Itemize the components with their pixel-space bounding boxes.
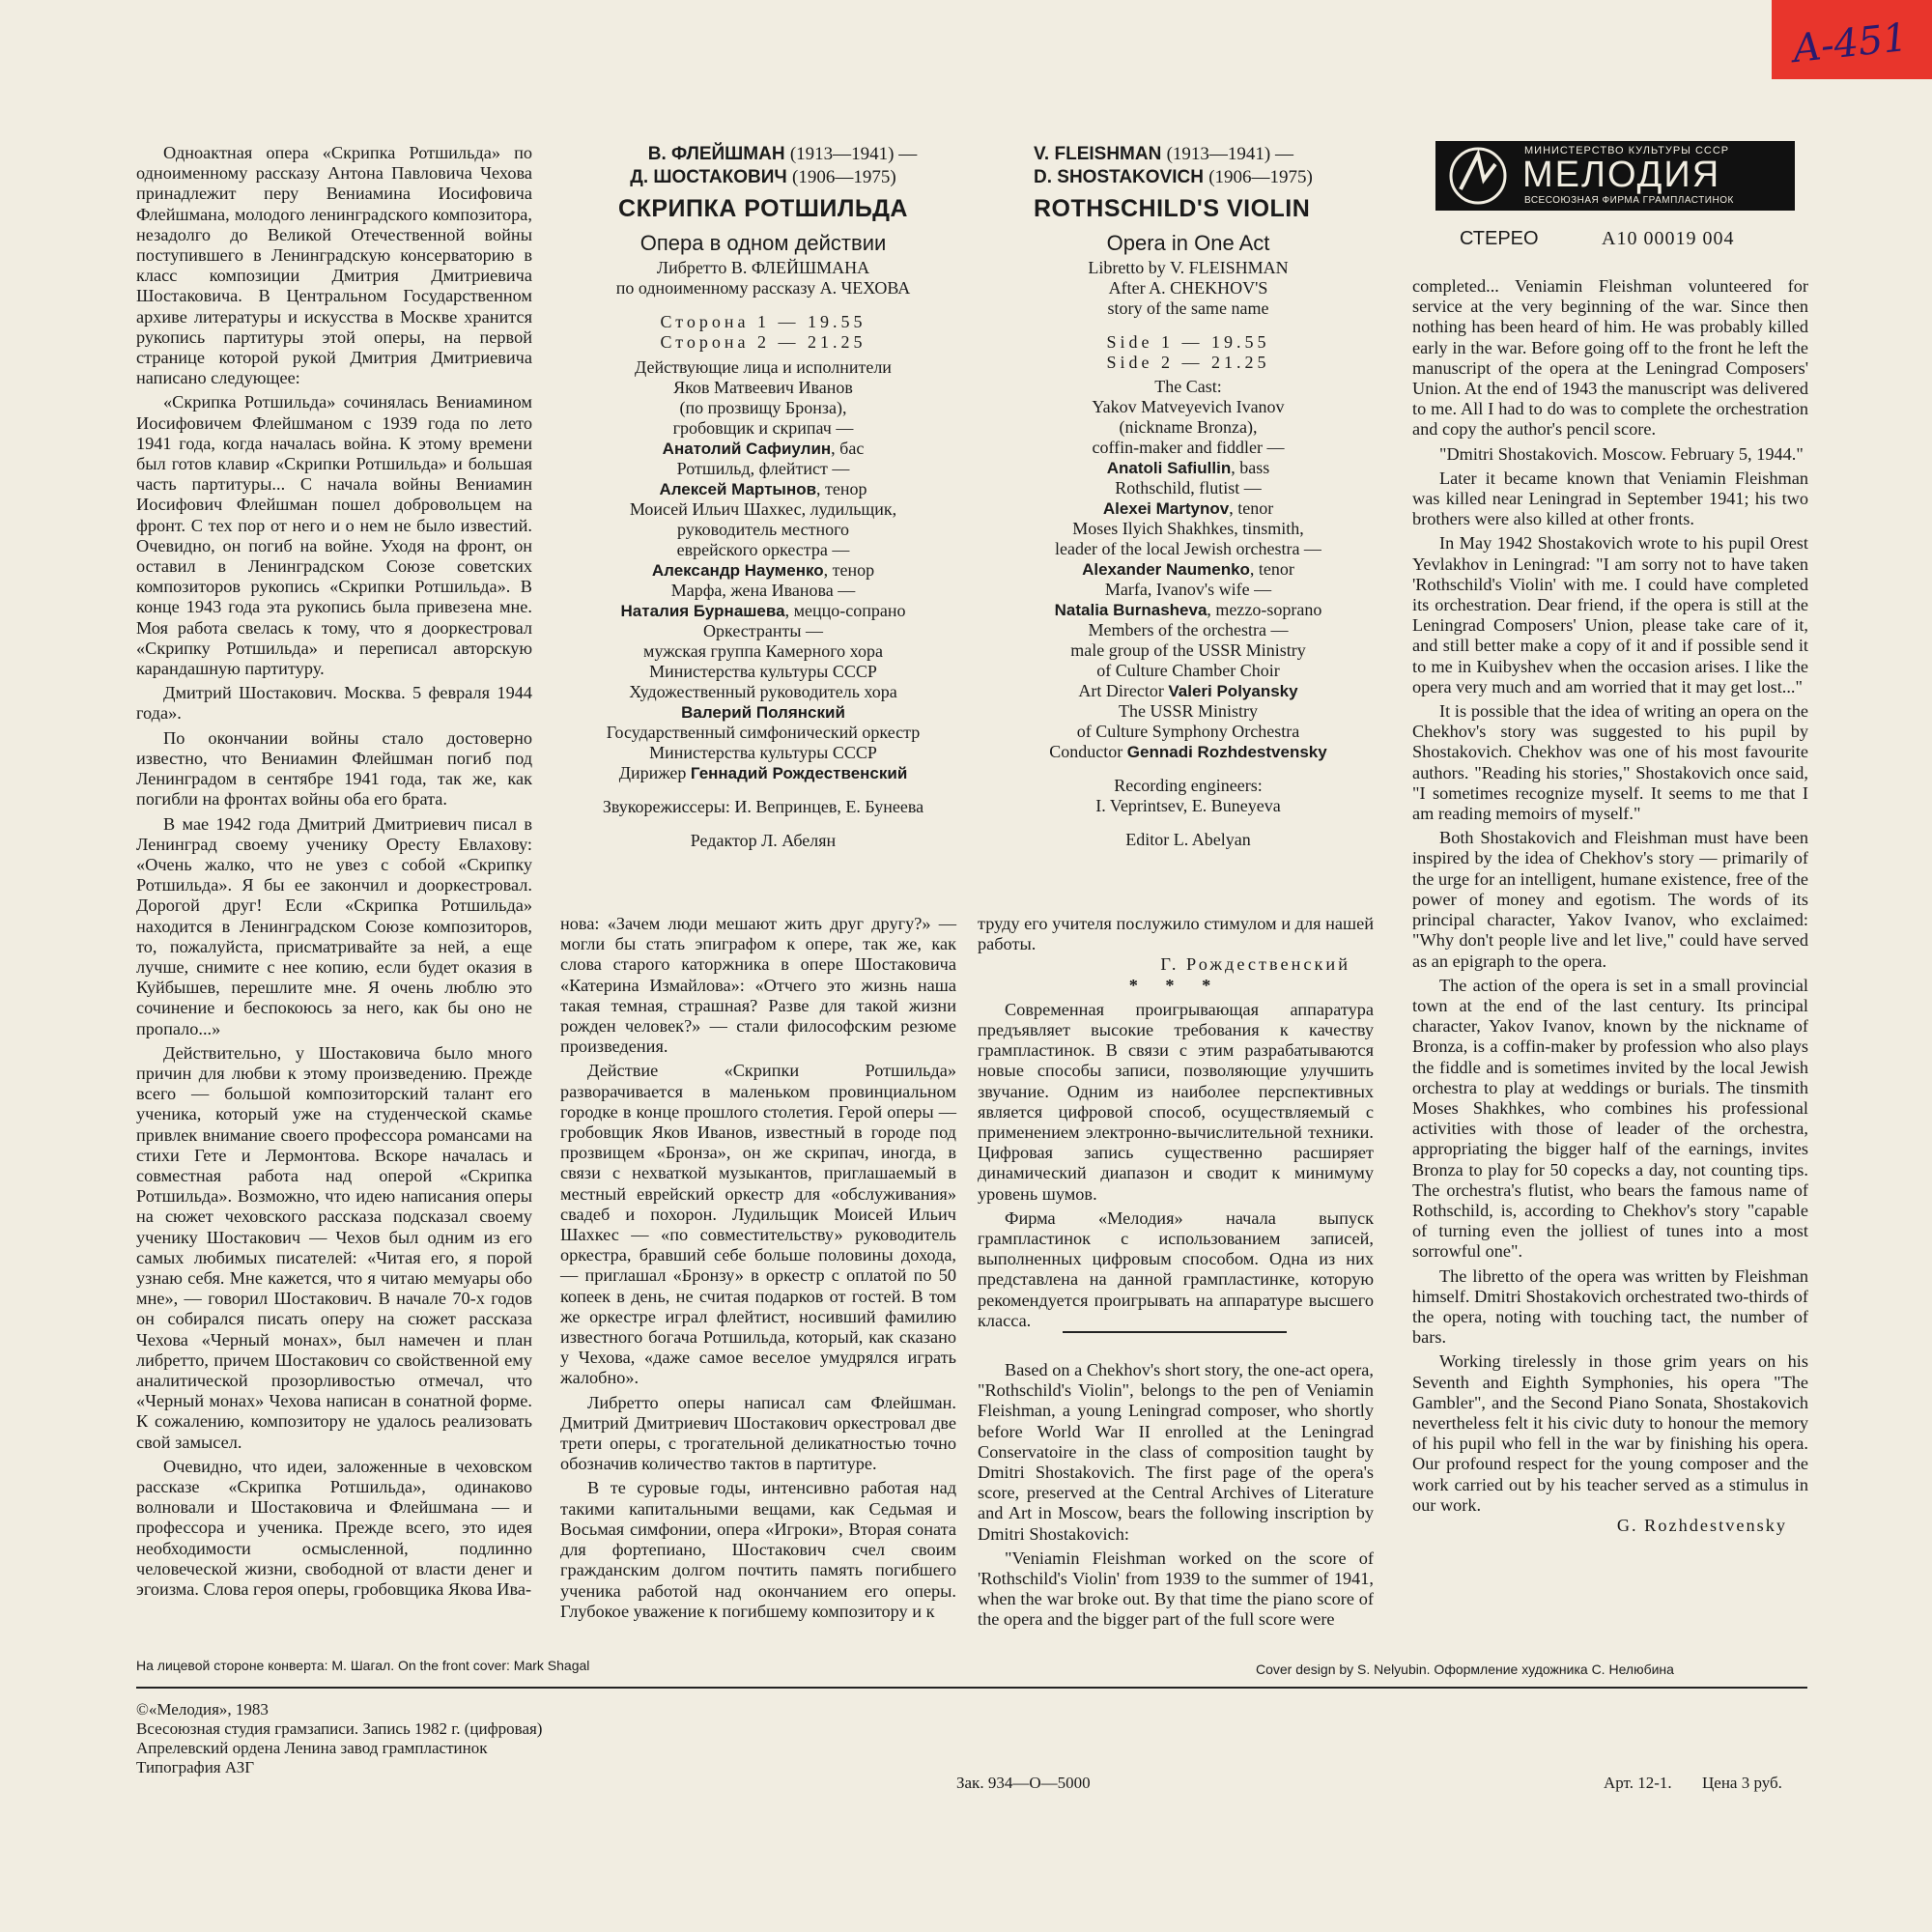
- cast-line: of Culture Chamber Choir: [1096, 661, 1280, 680]
- en-composer-2: D. SHOSTAKOVICH (1906—1975): [1034, 167, 1313, 187]
- paragraph: It is possible that the idea of writing an opera on the Chekhov's story was suggested to his pupil by Shostakovich. Chekhov was one of his most favourite authors. "Reading his stories," Shostakovich once said, "I sometimes recognize myself. It seems to me that I am reading memoirs of myself.": [1412, 701, 1808, 824]
- cast-line: Министерства культуры СССР: [649, 662, 877, 681]
- sticker-label: A-451: [1790, 14, 1910, 72]
- cast-line: Александр Науменко, тенор: [651, 560, 875, 580]
- paragraph: The libretto of the opera was written by Fleishman himself. Dmitri Shostakovich orchestrated two-thirds of the opera, noting with touching tact, the number of bars.: [1412, 1265, 1808, 1348]
- en-engineers: I. Veprintsev, E. Buneyeva: [1095, 796, 1281, 815]
- ru-after: по одноименному рассказу А. ЧЕХОВА: [615, 278, 911, 298]
- cast-line: Members of the orchestra —: [1088, 620, 1289, 639]
- cast-line: Art Director Valeri Polyansky: [1078, 681, 1298, 700]
- cast-line: еврейского оркестра —: [676, 540, 850, 559]
- front-cover-credit: На лицевой стороне конверта: М. Шагал. On the front cover: Mark Shagal: [136, 1658, 590, 1673]
- paragraph: completed... Veniamin Fleishman volunteered for service at the very beginning of the war. Since then nothing has been heard of him. He was probably killed early in the war. Before going off to the front he left the manuscript of the opera at the Leningrad Composers' Union. At the end of 1943 the manuscript was delivered to me. All I had to do was to complete the orchestration and copy the author's pencil score.: [1412, 276, 1808, 440]
- copyright: ©«Мелодия», 1983: [136, 1700, 269, 1719]
- ru-composer-1: В. ФЛЕЙШМАН (1913—1941) —: [647, 144, 918, 164]
- en-composer-1: V. FLEISHMAN (1913—1941) —: [1034, 144, 1294, 164]
- paragraph: «Скрипка Ротшильда» сочинялась Вениамином Иосифовичем Флейшманом с 1939 года по лето 1941 года, когда началась война. К этому времени был готов клавир «Скрипки Ротшильда» и большая часть партитуры... С начала войны Вениамин Иосифович Флейшман пошел добровольцем на фронт. С тех пор от него и о нем не было известий. Очевидно, он погиб на войне. Уходя на фронт, он оставил в Ленинградском Союзе советских композиторов рукопись «Скрипки Ротшильда». В конце 1943 года эта рукопись была привезена мне. Моя работа свелась к тому, что я дооркестровал «Скрипку Ротшильда» и переписал авторскую карандашную партитуру.: [136, 392, 532, 679]
- paragraph: "Dmitri Shostakovich. Moscow. February 5, 1944.": [1439, 443, 1804, 464]
- ru-engineers: Звукорежиссеры: И. Вепринцев, Е. Бунеева: [602, 797, 924, 816]
- cast-line: coffin-maker and fiddler —: [1092, 438, 1285, 457]
- paragraph: труду его учителя послужило стимулом и для нашей работы.: [978, 914, 1374, 954]
- column-divider: [1063, 1331, 1287, 1333]
- ru-essay-column-2: [560, 914, 956, 1622]
- cast-line: мужская группа Камерного хора: [643, 641, 883, 661]
- logo-ministry: МИНИСТЕРСТВО КУЛЬТУРЫ СССР: [1524, 145, 1730, 156]
- en-subtitle: Opera in One Act: [1106, 231, 1270, 255]
- logo-firm: ВСЕСОЮЗНАЯ ФИРМА ГРАМПЛАСТИНОК: [1524, 195, 1734, 206]
- cover-design-credit: Cover design by S. Nelyubin. Оформление художника С. Нелюбина: [1256, 1662, 1674, 1677]
- en-essay-column-4: [1412, 276, 1808, 1536]
- ru-header: [560, 143, 966, 353]
- cast-line: Художественный руководитель хора: [629, 682, 897, 701]
- cast-line: Действующие лица и исполнители: [635, 357, 892, 377]
- paragraph: Действие «Скрипки Ротшильда» разворачивается в маленьком провинциальном городке в конце прошлого столетия. Герой оперы — гробовщик Яков Иванов, известный в городе под прозвищем «Бронза», он же скрипач, иногда, в связи с нехваткой музыкантов, приглашаемый в местный еврейский оркестр для «обслуживания» свадеб и похорон. Лудильщик Моисей Ильич Шахкес — «по совместительству» руководитель оркестра, бравший себе больше половины дохода, — приглашал «Бронзу» в оркестр с оплатой по 50 копеек в день, не считая подарков от гостей. В том же оркестре играл флейтист, носивший фамилию известного богача Ротшильда, который, как сказано у Чехова, «даже самое веселое умудрялся играть жалобно».: [560, 1061, 956, 1388]
- ru-signature: Г. Рождественский: [1160, 954, 1350, 975]
- paragraph: "Veniamin Fleishman worked on the score of 'Rothschild's Violin' from 1939 to the summer of 1941, when the war broke out. By that time the piano score of the opera and the bigger part of the full score were: [978, 1548, 1374, 1630]
- cast-line: The USSR Ministry: [1118, 701, 1259, 721]
- en-side-2: Side 2 — 21.25: [1106, 353, 1270, 372]
- cast-line: Министерства культуры СССР: [649, 743, 877, 762]
- ru-editor: Редактор Л. Абелян: [690, 831, 837, 850]
- cast-line: Moses Ilyich Shakhkes, tinsmith,: [1072, 519, 1304, 538]
- stereo-label: СТЕРЕО: [1460, 228, 1539, 249]
- cast-line: of Culture Symphony Orchestra: [1076, 722, 1300, 741]
- cast-line: leader of the local Jewish orchestra —: [1055, 539, 1321, 558]
- en-after: After A. CHEKHOV'S: [1108, 278, 1268, 298]
- paragraph: Дмитрий Шостакович. Москва. 5 февраля 1944 года».: [136, 683, 532, 724]
- cast-line: Marfa, Ivanov's wife —: [1104, 580, 1272, 599]
- cast-line: The Cast:: [1154, 377, 1222, 396]
- paragraph: Фирма «Мелодия» начала выпуск грампластинок с использованием записей, выполненных цифровым способом. Одна из них представлена на данной грампластинке, которую рекомендуется проигрывать на аппаратуре высшего класса.: [978, 1208, 1374, 1330]
- cast-line: Алексей Мартынов, тенор: [659, 479, 867, 498]
- cast-line: Наталия Бурнашева, меццо-сопрано: [620, 601, 906, 620]
- en-editor: Editor L. Abelyan: [1125, 830, 1251, 849]
- ru-side-2: Сторона 2 — 21.25: [660, 332, 867, 352]
- cast-line: Моисей Ильич Шахкес, лудильщик,: [629, 499, 897, 519]
- studio-line: Всесоюзная студия грамзаписи. Запись 1982 г. (цифровая): [136, 1719, 543, 1738]
- en-story: story of the same name: [1107, 298, 1269, 318]
- order-number: Зак. 934—О—5000: [956, 1774, 1091, 1792]
- en-signature: G. Rozhdestvensky: [1616, 1515, 1787, 1535]
- cast-line: Дирижер Геннадий Рождественский: [618, 763, 908, 782]
- en-cast-list: [1005, 377, 1372, 762]
- paragraph: Working tirelessly in those grim years on his Seventh and Eighth Symphonies, his opera "The Gambler", and the Second Piano Sonata, Shostakovich nevertheless felt it his civic duty to honour the memory of his pupil who fell in the war by finishing his opera. Our profound respect for the young composer and the work carried out by his teacher served as a stimulus in our work.: [1412, 1351, 1808, 1515]
- cast-line: Анатолий Сафиулин, бас: [662, 439, 865, 458]
- paragraph: В те суровые годы, интенсивно работая над такими капитальными вещами, как Седьмая и Восьмая симфонии, опера «Игроки», Вторая соната для фортепиано, Шостакович счел своим гражданским долгом почтить память погибшего ученика работой над окончанием его оперы. Глубокое уважение к погибшему композитору и к: [560, 1478, 956, 1621]
- ru-essay-column-1: [136, 143, 532, 1600]
- paragraph: The action of the opera is set in a small provincial town at the end of the last century. Its principal character, Yakov Ivanov, known by the nickname of Bronza, is a coffin-maker by profession who also plays the fiddle and is sometimes invited by the local Jewish orchestra to play at weddings or burials. The tinsmith Moses Shakhkes, who combines his professional activities with those of leader of the orchestra, appropriating the bigger half of the earnings, invites Bronza to play for 50 copecks a day, not counting tips. The orchestra's flutist, who bears the famous name of Rothschild, is, according to Chekhov's story "capable of turning even the jolliest of tunes into a most sorrowful one".: [1412, 975, 1808, 1262]
- cast-line: Conductor Gennadi Rozhdestvensky: [1049, 742, 1327, 761]
- melodiya-logo: [1435, 141, 1795, 211]
- paragraph: Later it became known that Veniamin Fleishman was killed near Leningrad in September 1941; his two brothers were also killed at other fronts.: [1412, 468, 1808, 529]
- paragraph: Либретто оперы написал сам Флейшман. Дмитрий Дмитриевич Шостакович оркестровал две трети оперы, с трогательной деликатностью точно обозначив количество тактов в партитуре.: [560, 1392, 956, 1474]
- price: Цена 3 руб.: [1702, 1774, 1782, 1792]
- article-number: Арт. 12-1.: [1604, 1774, 1672, 1792]
- cast-line: Rothschild, flutist —: [1115, 478, 1262, 497]
- paragraph: Both Shostakovich and Fleishman must have been inspired by the idea of Chekhov's story — primarily of the urge for an intelligent, humane existence, free of the power of money and egotism. The words of its principal character, Yakov Ivanov, who exclaimed: "Why don't people live and let live," could have served as an epigraph to the opera.: [1412, 828, 1808, 971]
- paragraph: По окончании войны стало достоверно известно, что Вениамин Флейшман погиб под Ленинградом в сентябре 1941 года, так же, как погибли на фронтах войны оба его брата.: [136, 727, 532, 810]
- paragraph: Современная проигрывающая аппаратура предъявляет высокие требования к качеству грампластинок. В связи с этим разрабатываются новые способы записи, позволяющие улучшить звучание. Одним из наиболее перспективных является цифровой способ, осуществляемый с применением электронно-вычислительной техники. Цифровая запись существенно расширяет динамический диапазон и сводит к минимуму уровень шумов.: [978, 999, 1374, 1204]
- cast-line: Anatoli Safiullin, bass: [1106, 458, 1270, 477]
- paragraph: Одноактная опера «Скрипка Ротшильда» по одноименному рассказу Антона Павловича Чехова принадлежит перу Вениамина Иосифовича Флейшмана, молодого ленинградского композитора, незадолго до Великой Отечественной войны поступившего в Ленинградскую консерваторию в класс композиции Дмитрия Дмитриевича Шостаковича. В Центральном Государственном архиве литературы и искусства в Москве хранится рукопись партитуры этой оперы, на первой странице которой рукой Дмитрия Дмитриевича написано следующее:: [136, 143, 532, 388]
- paragraph: Действительно, у Шостаковича было много причин для любви к этому произведению. Прежде всего — большой композиторский талант его ученика, который уже на студенческой скамье привлек внимание своего профессора романсами на стихи Гете и Лермонтова. Вскоре началась и совместная работа над оперой «Скрипка Ротшильда». Возможно, что идею написания оперы на сюжет чеховского рассказа подсказал своему ученику Шостакович — Чехов был одним из его самых любимых писателей: «Читая его, я порой узнаю себя. Мне кажется, что я читаю мемуары обо мне», — говорил Шостакович. В начале 70-х годов он собирался писать оперу на сюжет рассказа Чехова «Черный монах», был намечен и план либретто, причем Шостакович со свойственной ему аналитической прозорливостью отмечал, что «Черный монах» Чехова написан в сонатной форме. К сожалению, композитору не удалось реализовать свой замысел.: [136, 1042, 532, 1452]
- cast-line: Ротшильд, флейтист —: [676, 459, 850, 478]
- en-header: [1005, 143, 1372, 373]
- ru-essay-column-3: [978, 914, 1374, 1331]
- en-libretto: Libretto by V. FLEISHMAN: [1088, 258, 1289, 277]
- cast-line: (nickname Bronza),: [1119, 417, 1258, 437]
- cast-line: Natalia Burnasheva, mezzo-soprano: [1054, 600, 1322, 619]
- cast-line: руководитель местного: [676, 520, 850, 539]
- paragraph: нова: «Зачем люди мешают жить друг другу?» — могли бы стать эпиграфом к опере, так же, как слова старого каторжника в опере Шостаковича «Катерина Измайлова»: «Отчего это жизнь наша такая темная, страшная? Разве для такой жизни рожден человек?» — стали философским резюме произведения.: [560, 914, 956, 1057]
- ru-cast: [551, 357, 976, 851]
- cast-line: Alexei Martynov, tenor: [1102, 498, 1274, 518]
- printer-line: Типография АЗГ: [136, 1758, 255, 1776]
- ru-side-1: Сторона 1 — 19.55: [660, 312, 867, 331]
- melodiya-emblem-icon: [1441, 141, 1509, 211]
- cast-line: Марфа, жена Иванова —: [670, 581, 856, 600]
- cast-line: Оркестранты —: [703, 621, 823, 640]
- paragraph: Очевидно, что идеи, заложенные в чеховском рассказе «Скрипка Ротшильда», одинаково волновали и Шостаковича и Флейшмана — и профессора и ученика. Прежде всего, это идея необходимости осмысленной, подлинно человеческой жизни, свободной от власти денег и эгоизма. Слова героя оперы, гробовщика Якова Ива-: [136, 1456, 532, 1600]
- ru-libretto: Либретто В. ФЛЕЙШМАНА: [656, 258, 870, 277]
- en-engineers-label: Recording engineers:: [1114, 776, 1263, 795]
- paragraph: Based on a Chekhov's short story, the one-act opera, "Rothschild's Violin", belongs to the pen of Veniamin Fleishman, a young Leningrad composer, who shortly before World War II enrolled at the Leningrad Conservatoire in the class of composition taught by Dmitri Shostakovich. The first page of the opera's score, preserved at the Central Archives of Literature and Art in Moscow, bears the following inscription by Dmitri Shostakovich:: [978, 1360, 1374, 1544]
- catalog-sticker: [1772, 0, 1932, 79]
- cast-line: (по прозвищу Бронза),: [679, 398, 847, 417]
- catalog-number: A10 00019 004: [1602, 228, 1735, 249]
- footer-rule: [136, 1687, 1807, 1689]
- en-essay-column-3: [978, 1360, 1374, 1631]
- ru-title: СКРИПКА РОТШИЛЬДА: [618, 195, 908, 222]
- cast-line: Яков Матвеевич Иванов: [673, 378, 853, 397]
- en-cast: [1005, 377, 1372, 850]
- section-stars: * * *: [1128, 975, 1223, 995]
- en-side-1: Side 1 — 19.55: [1106, 332, 1270, 352]
- cast-line: Государственный симфонический оркестр: [606, 723, 921, 742]
- cast-line: male group of the USSR Ministry: [1070, 640, 1306, 660]
- factory-line: Апрелевский ордена Ленина завод грампластинок: [136, 1739, 488, 1757]
- ru-composer-2: Д. ШОСТАКОВИЧ (1906—1975): [630, 167, 896, 187]
- ru-cast-list: [551, 357, 976, 783]
- ru-subtitle: Опера в одном действии: [639, 231, 887, 255]
- en-title: ROTHSCHILD'S VIOLIN: [1034, 195, 1311, 222]
- cast-line: Alexander Naumenko, tenor: [1082, 559, 1294, 579]
- cast-line: Yakov Matveyevich Ivanov: [1092, 397, 1285, 416]
- logo-brand: МЕЛОДИЯ: [1522, 155, 1721, 195]
- paragraph: In May 1942 Shostakovich wrote to his pupil Orest Yevlakhov in Leningrad: "I am sorry not to have taken 'Rothschild's Violin' with me. I could have completed its orchestration. Dear friend, if the opera is still at the Leningrad Composers' Union, please take care of it, and still better make a copy of it and if possible send it to me in Kuibyshev when the occasion arises. I like the opera very much and am worried that it may get lost...": [1412, 533, 1808, 696]
- cast-line: Валерий Полянский: [681, 703, 845, 722]
- cast-line: гробовщик и скрипач —: [672, 418, 854, 438]
- paragraph: В мае 1942 года Дмитрий Дмитриевич писал в Ленинград своему ученику Оресту Евлахову: «Очень жалко, что не увез с собой «Скрипку Ротшильда». Я бы ее закончил и дооркестровал. Дорогой друг! Если «Скрипка Ротшильда» находится в Ленинградском Союзе композиторов, то, пожалуйста, присматривайте за ней, а еще лучше, снимите с нее копию, если будет оказия в Куйбышев, перешлите мне. Я очень люблю это сочинение и беспокоюсь за него, как бы оно не пропало...»: [136, 813, 532, 1038]
